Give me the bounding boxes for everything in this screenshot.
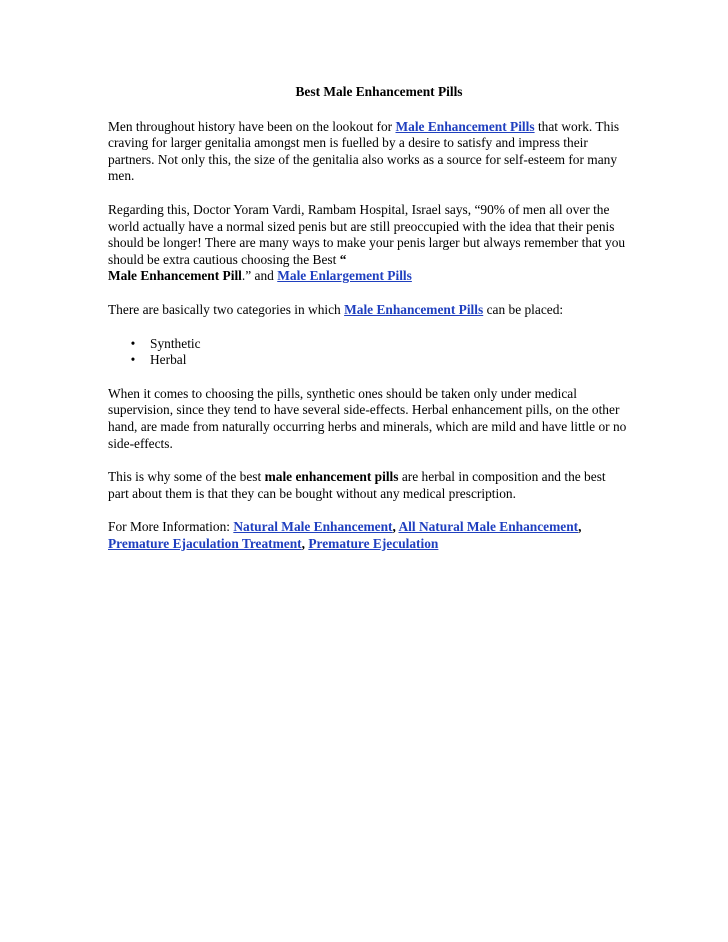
link-all-natural-male-enhancement[interactable]: All Natural Male Enhancement bbox=[398, 519, 579, 535]
intro-text-before: Men throughout history have been on the lookout for bbox=[108, 118, 396, 134]
link-premature-ejeculation[interactable]: Premature Ejeculation bbox=[308, 535, 439, 551]
link-separator: , bbox=[392, 519, 399, 535]
paragraph-intro bbox=[108, 119, 628, 185]
link-premature-ejaculation-treatment[interactable]: Premature Ejaculation Treatment bbox=[108, 535, 302, 551]
quote-close-text: .” and bbox=[241, 268, 278, 284]
bullet-icon: • bbox=[130, 335, 136, 351]
link-separator: , bbox=[301, 535, 309, 551]
quote-open-mark: “ bbox=[339, 251, 347, 267]
more-info-label: For More Information: bbox=[108, 519, 234, 535]
link-natural-male-enhancement[interactable]: Natural Male Enhancement bbox=[233, 519, 393, 535]
list-item bbox=[128, 336, 628, 353]
bullet-icon: • bbox=[130, 352, 136, 368]
paragraph-quote bbox=[108, 202, 628, 285]
male-enhancement-pills-bold: male enhancement pills bbox=[264, 469, 399, 485]
paragraph-more-info bbox=[108, 519, 628, 552]
link-male-enhancement-pills[interactable]: Male Enhancement Pills bbox=[395, 118, 535, 134]
link-separator: , bbox=[578, 519, 582, 535]
paragraph-choosing: When it comes to choosing the pills, synthetic ones should be taken only under medical supervision, since they tend to have several side-effects. Herbal enhancement pills, on the other hand, are made from naturally occurring herbs and minerals, which are mild and have little or no side-effects. bbox=[108, 385, 627, 451]
list-item-label: Herbal bbox=[150, 352, 187, 368]
male-enhancement-pill-bold: Male Enhancement Pill bbox=[108, 268, 242, 284]
herbal-text-after: are herbal in composition and the best part about them is that they can be bought without any medical prescription. bbox=[108, 469, 606, 501]
paragraph-categories bbox=[108, 302, 628, 319]
paragraph-herbal bbox=[108, 469, 628, 502]
quote-text: Regarding this, Doctor Yoram Vardi, Rambam Hospital, Israel says, “90% of men all over the world actually have a normal sized penis but are still preoccupied with the idea that their penis should be longer! There are many ways to make your penis larger but always remember that you should be extra cautious choosing the Best bbox=[108, 201, 626, 267]
list-item bbox=[128, 352, 628, 369]
herbal-text-before: This is why some of the best bbox=[108, 469, 265, 485]
link-male-enlargement-pills[interactable]: Male Enlargement Pills bbox=[277, 268, 412, 284]
category-list bbox=[108, 336, 628, 369]
categories-text-before: There are basically two categories in which bbox=[108, 301, 345, 317]
link-male-enhancement-pills-2[interactable]: Male Enhancement Pills bbox=[344, 301, 484, 317]
categories-text-after: can be placed: bbox=[483, 301, 564, 317]
list-item-label: Synthetic bbox=[150, 335, 201, 351]
document-title: Best Male Enhancement Pills bbox=[295, 84, 463, 99]
intro-text-after: that work. This craving for larger genitalia amongst men is fuelled by a desire to satisfy and impress their partners. Not only this, the size of the genitalia also works as a source for self-esteem for many men. bbox=[108, 118, 620, 184]
